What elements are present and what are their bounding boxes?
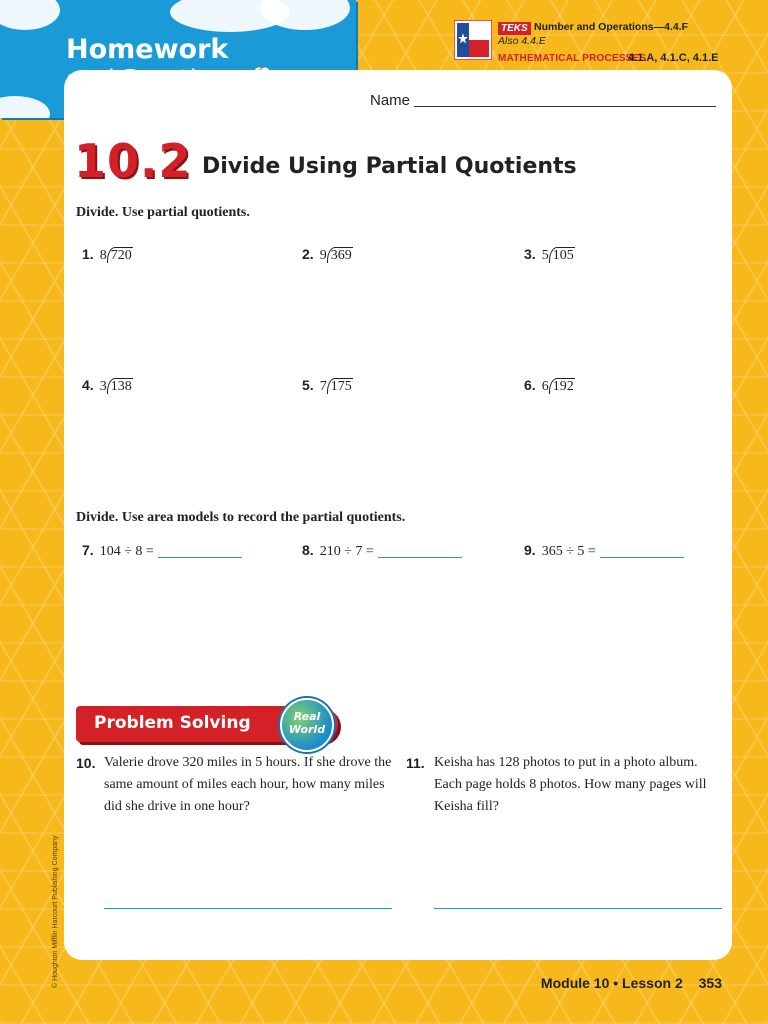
texas-flag-icon xyxy=(454,20,492,60)
answer-field[interactable] xyxy=(158,557,242,558)
answer-field[interactable] xyxy=(378,557,462,558)
answer-field[interactable] xyxy=(434,908,722,909)
divisor: 5 xyxy=(541,248,549,263)
cloud-decoration xyxy=(0,0,60,30)
lesson-title: Divide Using Partial Quotients xyxy=(202,154,577,179)
answer-field[interactable] xyxy=(104,908,392,909)
dividend: 175 xyxy=(327,378,353,394)
division-problem: 3. 5 105 xyxy=(524,246,574,263)
module-lesson: Module 10 • Lesson 2 xyxy=(540,975,683,991)
name-label: Name xyxy=(370,92,411,109)
area-model-problem: 8. 210 ÷ 7 = xyxy=(302,542,462,560)
answer-field[interactable] xyxy=(600,557,684,558)
homework-title-line1: Homework xyxy=(66,34,229,65)
copyright-notice: © Houghton Mifflin Harcourt Publishing Company xyxy=(52,835,59,988)
division-problem: 1. 8 720 xyxy=(82,246,132,263)
cloud-decoration xyxy=(0,96,50,118)
lesson-number: 10.2 xyxy=(74,134,192,188)
division-problem: 5. 7 175 xyxy=(302,377,352,394)
worksheet-page: Name 10.2 Divide Using Partial Quotients Divide. Use partial quotients. 1. 8 720 2. 9 369 3. 5 105 4. 3 138 5. 7 175 6. 6 192 Divide. Use area models to record the partial quotients. 7. 104 ÷ 8 = 8. 210 ÷ 7 = 9. 365 ÷ 5 = Problem Solving Real World 10. Valerie drove 320 miles in 5 hours. If she drove the same amount of miles each hour, how many miles did she drive in one hour? 11. Keisha has 128 photos to put in a photo album. Each page holds 8 photos. How many pages will Keisha fill? xyxy=(64,70,732,960)
divisor: 7 xyxy=(319,379,327,394)
division-problem: 6. 6 192 xyxy=(524,377,574,394)
real-world-badge-icon: Real World xyxy=(280,698,334,752)
divisor: 3 xyxy=(99,379,107,394)
dividend: 105 xyxy=(549,247,575,263)
dividend: 192 xyxy=(549,378,575,394)
section2-instruction: Divide. Use area models to record the partial quotients. xyxy=(76,510,406,525)
division-problem: 2. 9 369 xyxy=(302,246,352,263)
teks-also: Also 4.4.E xyxy=(498,35,546,47)
divisor: 6 xyxy=(541,379,549,394)
section1-instruction: Divide. Use partial quotients. xyxy=(76,205,250,220)
divisor: 9 xyxy=(319,248,327,263)
mathematical-processes-label: MATHEMATICAL PROCESSES xyxy=(498,53,647,64)
teks-standards xyxy=(454,20,754,68)
name-field[interactable] xyxy=(414,106,716,107)
teks-badge: TEKS xyxy=(498,22,531,35)
page-footer xyxy=(541,975,722,991)
area-model-problem: 9. 365 ÷ 5 = xyxy=(524,542,684,560)
problem-solving-label: Problem Solving xyxy=(94,713,251,733)
page-number: 353 xyxy=(698,975,722,991)
teks-standard: Number and Operations—4.4.F xyxy=(534,21,689,33)
division-problem: 4. 3 138 xyxy=(82,377,132,394)
dividend: 138 xyxy=(107,378,133,394)
dividend: 720 xyxy=(107,247,133,263)
dividend: 369 xyxy=(327,247,353,263)
mathematical-processes-codes: 4.1.A, 4.1.C, 4.1.E xyxy=(628,52,719,64)
area-model-problem: 7. 104 ÷ 8 = xyxy=(82,542,242,560)
divisor: 8 xyxy=(99,248,107,263)
